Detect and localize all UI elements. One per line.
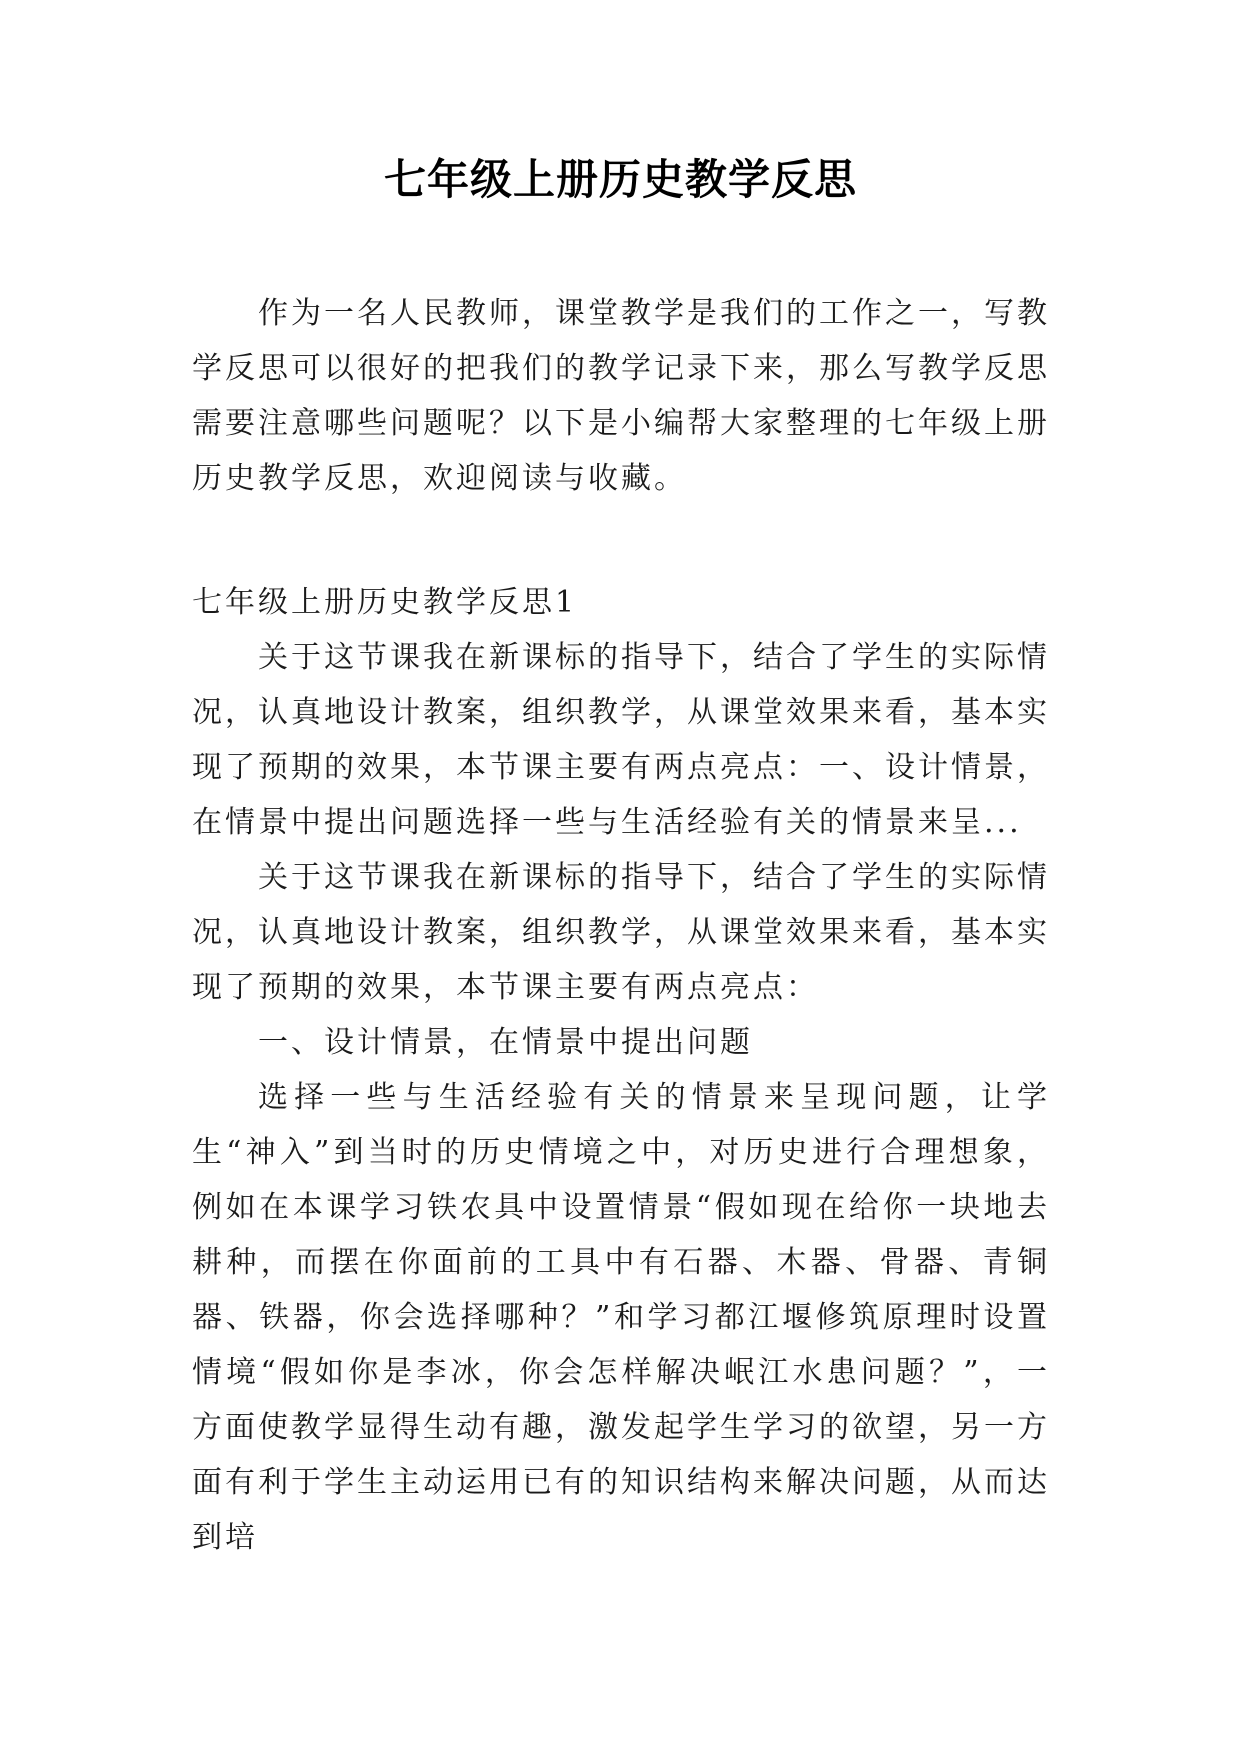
point-1-heading: 一、设计情景，在情景中提出问题 [258,1025,753,1060]
intro-paragraph: 作为一名人民教师，课堂教学是我们的工作之一，写教学反思可以很好的把我们的教学记录下来，那么写教学反思需要注意哪些问题呢？以下是小编帮大家整理的七年级上册历史教学反思，欢迎阅读与收藏。 [192,296,1050,496]
section-paragraph-2: 选择一些与生活经验有关的情景来呈现问题，让学生“神入”到当时的历史情境之中，对历史进行合理想象，例如在本课学习铁农具中设置情景“假如现在给你一块地去耕种，而摆在你面前的工具中有石器、木器、骨器、青铜器、铁器，你会选择哪种？”和学习都江堰修筑原理时设置情境“假如你是李冰，你会怎样解决岷江水患问题？”，一方面使教学显得生动有趣，激发起学生学习的欲望，另一方面有利于学生主动运用已有的知识结构来解决问题，从而达到培 [192,1080,1050,1555]
document-title: 七年级上册历史教学反思 [383,155,857,204]
section-heading: 七年级上册历史教学反思1 [192,585,578,620]
section-1 [192,575,1050,1565]
section-summary: 关于这节课我在新课标的指导下，结合了学生的实际情况，认真地设计教案，组织教学，从课堂效果来看，基本实现了预期的效果，本节课主要有两点亮点：一、设计情景，在情景中提出问题选择一些与生活经验有关的情景来呈... [192,640,1050,840]
section-paragraph-1: 关于这节课我在新课标的指导下，结合了学生的实际情况，认真地设计教案，组织教学，从课堂效果来看，基本实现了预期的效果，本节课主要有两点亮点： [192,860,1050,1005]
intro-section [192,286,1050,506]
